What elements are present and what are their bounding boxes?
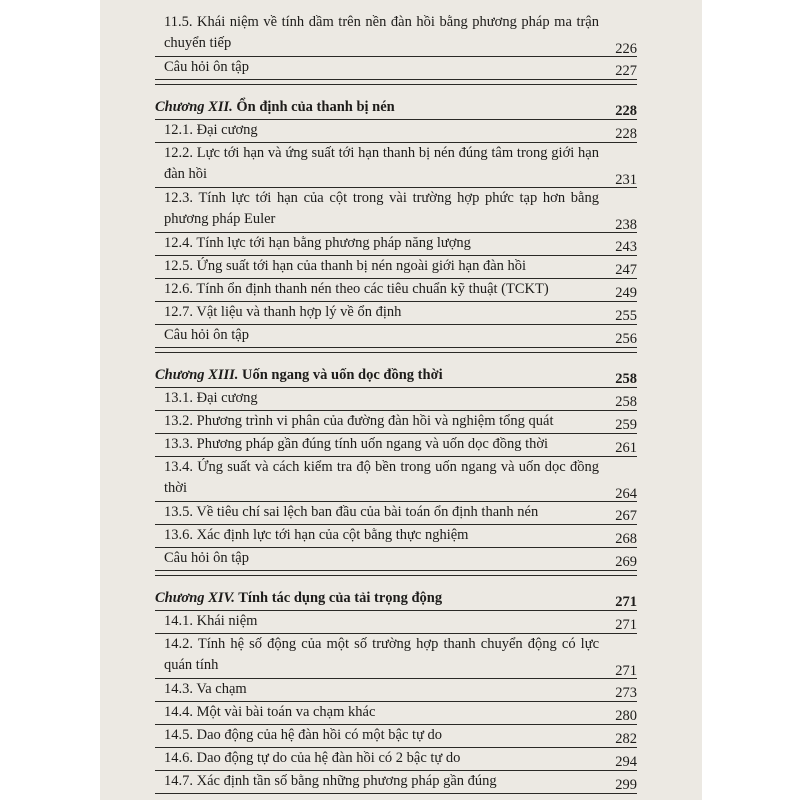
chapter-label: Chương XIV. <box>155 590 235 606</box>
page-number: 227 <box>615 63 637 79</box>
page-number: 268 <box>615 531 637 547</box>
toc-entry[interactable] <box>155 188 637 233</box>
page-number: 226 <box>615 41 637 57</box>
page-number: 259 <box>615 417 637 433</box>
entry-title: 12.6. Tính ổn định thanh nén theo các tiêu chuẩn kỹ thuật (TCKT) <box>164 281 549 297</box>
toc-entry[interactable] <box>155 748 637 771</box>
toc-chapter-heading[interactable] <box>155 588 637 611</box>
entry-title: 11.5. Khái niệm về tính dầm trên nền đàn hồi bằng phương pháp ma trận chuyển tiếp <box>164 14 599 51</box>
toc-entry[interactable] <box>155 325 637 348</box>
toc-entry[interactable] <box>155 771 637 794</box>
entry-title: 12.3. Tính lực tới hạn của cột trong vài trường hợp phức tạp hơn bằng phương pháp Euler <box>164 190 599 227</box>
page-number: 267 <box>615 508 637 524</box>
page-number: 247 <box>615 262 637 278</box>
page-number: 249 <box>615 285 637 301</box>
entry-title: Câu hỏi ôn tập <box>164 550 249 566</box>
toc-entry[interactable] <box>155 702 637 725</box>
chapter-label: Chương XII. <box>155 99 233 115</box>
toc-entry[interactable] <box>155 679 637 702</box>
page-number: 299 <box>615 777 637 793</box>
entry-title: 13.5. Về tiêu chí sai lệch ban đầu của bài toán ổn định thanh nén <box>164 504 539 520</box>
page-number: 258 <box>615 394 637 410</box>
entry-title: 13.2. Phương trình vi phân của đường đàn hồi và nghiệm tổng quát <box>164 413 554 429</box>
entry-title: 12.1. Đại cương <box>164 122 258 138</box>
entry-title: 14.5. Dao động của hệ đàn hồi có một bậc tự do <box>164 727 443 743</box>
chapter-title: Uốn ngang và uốn dọc đồng thời <box>242 367 443 383</box>
page-number: 231 <box>615 172 637 188</box>
page-number: 228 <box>615 103 637 119</box>
toc-entry[interactable] <box>155 388 637 411</box>
page-number: 271 <box>615 594 637 610</box>
toc-entry[interactable] <box>155 120 637 143</box>
entry-title: 14.6. Dao động tự do của hệ đàn hồi có 2 bậc tự do <box>164 750 461 766</box>
toc-entry[interactable] <box>155 525 637 548</box>
entry-title: 12.2. Lực tới hạn và ứng suất tới hạn thanh bị nén đúng tâm trong giới hạn đàn hồi <box>164 145 599 182</box>
chapter-title: Ổn định của thanh bị nén <box>236 99 395 115</box>
toc-entry[interactable] <box>155 634 637 679</box>
chapter-label: Chương XIII. <box>155 367 239 383</box>
entry-title: 12.4. Tính lực tới hạn bằng phương pháp năng lượng <box>164 235 471 251</box>
toc-entry[interactable] <box>155 548 637 571</box>
page-number: 261 <box>615 440 637 456</box>
page-number: 271 <box>615 663 637 679</box>
entry-title: 12.7. Vật liệu và thanh hợp lý về ổn định <box>164 304 402 320</box>
toc-chapter-heading[interactable] <box>155 97 637 120</box>
page-number: 228 <box>615 126 637 142</box>
entry-title: 12.5. Ứng suất tới hạn của thanh bị nén ngoài giới hạn đàn hồi <box>164 258 527 274</box>
page-number: 282 <box>615 731 637 747</box>
toc-entry[interactable] <box>155 256 637 279</box>
toc-entry[interactable] <box>155 12 637 57</box>
toc-chapter-heading[interactable] <box>155 365 637 388</box>
entry-title: Câu hỏi ôn tập <box>164 59 249 75</box>
page-number: 294 <box>615 754 637 770</box>
toc-entry[interactable] <box>155 411 637 434</box>
chapter-title: Tính tác dụng của tải trọng động <box>238 590 443 606</box>
page-number: 238 <box>615 217 637 233</box>
page-number: 243 <box>615 239 637 255</box>
entry-title: 13.1. Đại cương <box>164 390 258 406</box>
page-number: 280 <box>615 708 637 724</box>
entry-title: 13.6. Xác định lực tới hạn của cột bằng thực nghiệm <box>164 527 469 543</box>
entry-title: 14.7. Xác định tần số bằng những phương pháp gần đúng <box>164 773 497 789</box>
entry-title: Câu hỏi ôn tập <box>164 327 249 343</box>
toc-entry[interactable] <box>155 279 637 302</box>
page-number: 258 <box>615 371 637 387</box>
entry-title: 14.3. Va chạm <box>164 681 247 697</box>
page-number: 255 <box>615 308 637 324</box>
page-number: 273 <box>615 685 637 701</box>
entry-title: 14.2. Tính hệ số động của một số trường hợp thanh chuyển động có lực quán tính <box>164 636 599 673</box>
toc-entry[interactable] <box>155 457 637 502</box>
toc-entry[interactable] <box>155 502 637 525</box>
book-page <box>100 0 702 800</box>
toc-entry[interactable] <box>155 302 637 325</box>
entry-title: 14.1. Khái niệm <box>164 613 258 629</box>
toc-entry[interactable] <box>155 57 637 80</box>
toc-entry[interactable] <box>155 434 637 457</box>
page-number: 269 <box>615 554 637 570</box>
entry-title: 13.3. Phương pháp gần đúng tính uốn ngang và uốn dọc đồng thời <box>164 436 549 452</box>
entry-title: 14.4. Một vài bài toán va chạm khác <box>164 704 376 720</box>
table-of-contents <box>155 12 637 794</box>
page-number: 256 <box>615 331 637 347</box>
entry-title: 13.4. Ứng suất và cách kiểm tra độ bền trong uốn ngang và uốn dọc đồng thời <box>164 459 599 496</box>
toc-entry[interactable] <box>155 233 637 256</box>
toc-entry[interactable] <box>155 143 637 188</box>
page-number: 264 <box>615 486 637 502</box>
page-number: 271 <box>615 617 637 633</box>
toc-entry[interactable] <box>155 611 637 634</box>
toc-entry[interactable] <box>155 725 637 748</box>
